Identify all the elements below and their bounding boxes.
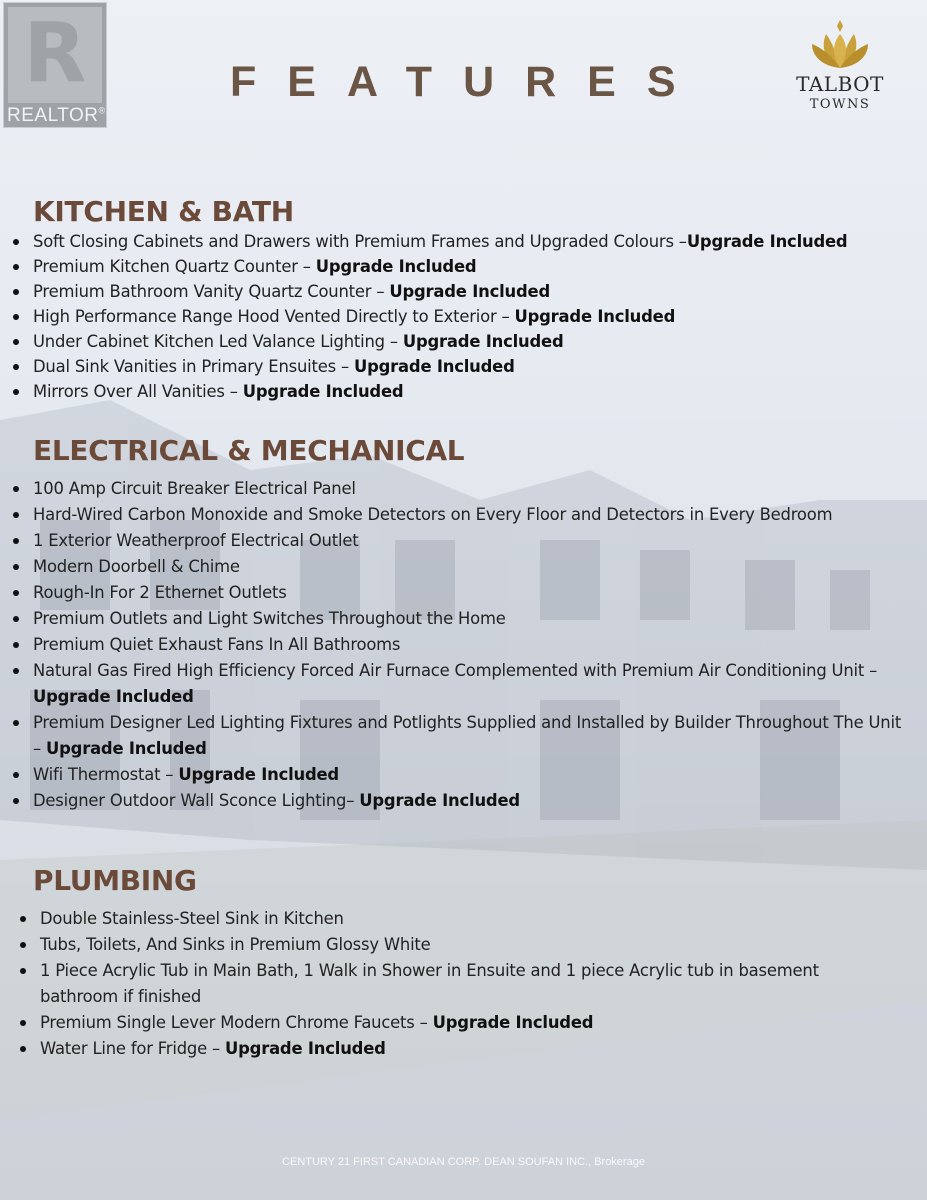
tulip-lotus-icon	[808, 18, 872, 72]
list-item: Premium Outlets and Light Switches Throughout the Home	[13, 606, 908, 632]
list-item: 1 Exterior Weatherproof Electrical Outlet	[13, 528, 908, 554]
realtor-logo	[3, 2, 107, 128]
list-item: Under Cabinet Kitchen Led Valance Lighting – Upgrade Included	[13, 329, 913, 354]
list-item: 1 Piece Acrylic Tub in Main Bath, 1 Walk in Shower in Ensuite and 1 piece Acrylic tub in basement bathroom if finished	[20, 958, 860, 1010]
list-item: 100 Amp Circuit Breaker Electrical Panel	[13, 476, 908, 502]
list-item: Premium Bathroom Vanity Quartz Counter – Upgrade Included	[13, 279, 913, 304]
list-item: Hard-Wired Carbon Monoxide and Smoke Detectors on Every Floor and Detectors in Every Bedroom	[13, 502, 908, 528]
list-item: Modern Doorbell & Chime	[13, 554, 908, 580]
kitchen-bath-list	[13, 229, 913, 404]
realtor-r-mark-icon: R	[8, 7, 102, 103]
list-item: Double Stainless-Steel Sink in Kitchen	[20, 906, 860, 932]
list-item: Water Line for Fridge – Upgrade Included	[20, 1036, 860, 1062]
list-item: Mirrors Over All Vanities – Upgrade Included	[13, 379, 913, 404]
section-heading-electrical-mechanical: ELECTRICAL & MECHANICAL	[33, 434, 465, 467]
realtor-logo-text: REALTOR	[7, 105, 99, 126]
plumbing-list	[20, 906, 860, 1062]
brand-subtitle: TOWNS	[809, 97, 871, 112]
brokerage-credit: CENTURY 21 FIRST CANADIAN CORP. DEAN SOUFAN INC., Brokerage	[282, 1156, 645, 1168]
list-item: Premium Designer Led Lighting Fixtures and Potlights Supplied and Installed by Builder Throughout The Unit – Upgrade Included	[13, 710, 908, 762]
list-item: Premium Single Lever Modern Chrome Faucets – Upgrade Included	[20, 1010, 860, 1036]
list-item: Dual Sink Vanities in Primary Ensuites – Upgrade Included	[13, 354, 913, 379]
list-item: Rough-In For 2 Ethernet Outlets	[13, 580, 908, 606]
electrical-mechanical-list	[13, 476, 908, 814]
list-item: Wifi Thermostat – Upgrade Included	[13, 762, 908, 788]
list-item: Natural Gas Fired High Efficiency Forced Air Furnace Complemented with Premium Air Conditioning Unit – Upgrade Included	[13, 658, 908, 710]
list-item: Premium Quiet Exhaust Fans In All Bathrooms	[13, 632, 908, 658]
list-item: Premium Kitchen Quartz Counter – Upgrade Included	[13, 254, 913, 279]
list-item: Tubs, Toilets, And Sinks in Premium Glossy White	[20, 932, 860, 958]
registered-mark: ®	[98, 105, 106, 116]
talbot-towns-logo	[790, 18, 890, 118]
list-item: High Performance Range Hood Vented Directly to Exterior – Upgrade Included	[13, 304, 913, 329]
section-heading-kitchen-bath: KITCHEN & BATH	[33, 195, 294, 228]
list-item: Soft Closing Cabinets and Drawers with Premium Frames and Upgraded Colours –Upgrade Included	[13, 229, 913, 254]
list-item: Designer Outdoor Wall Sconce Lighting– Upgrade Included	[13, 788, 908, 814]
page-title: FEATURES	[230, 58, 707, 106]
section-heading-plumbing: PLUMBING	[33, 864, 197, 897]
brand-name: TALBOT	[796, 72, 884, 96]
